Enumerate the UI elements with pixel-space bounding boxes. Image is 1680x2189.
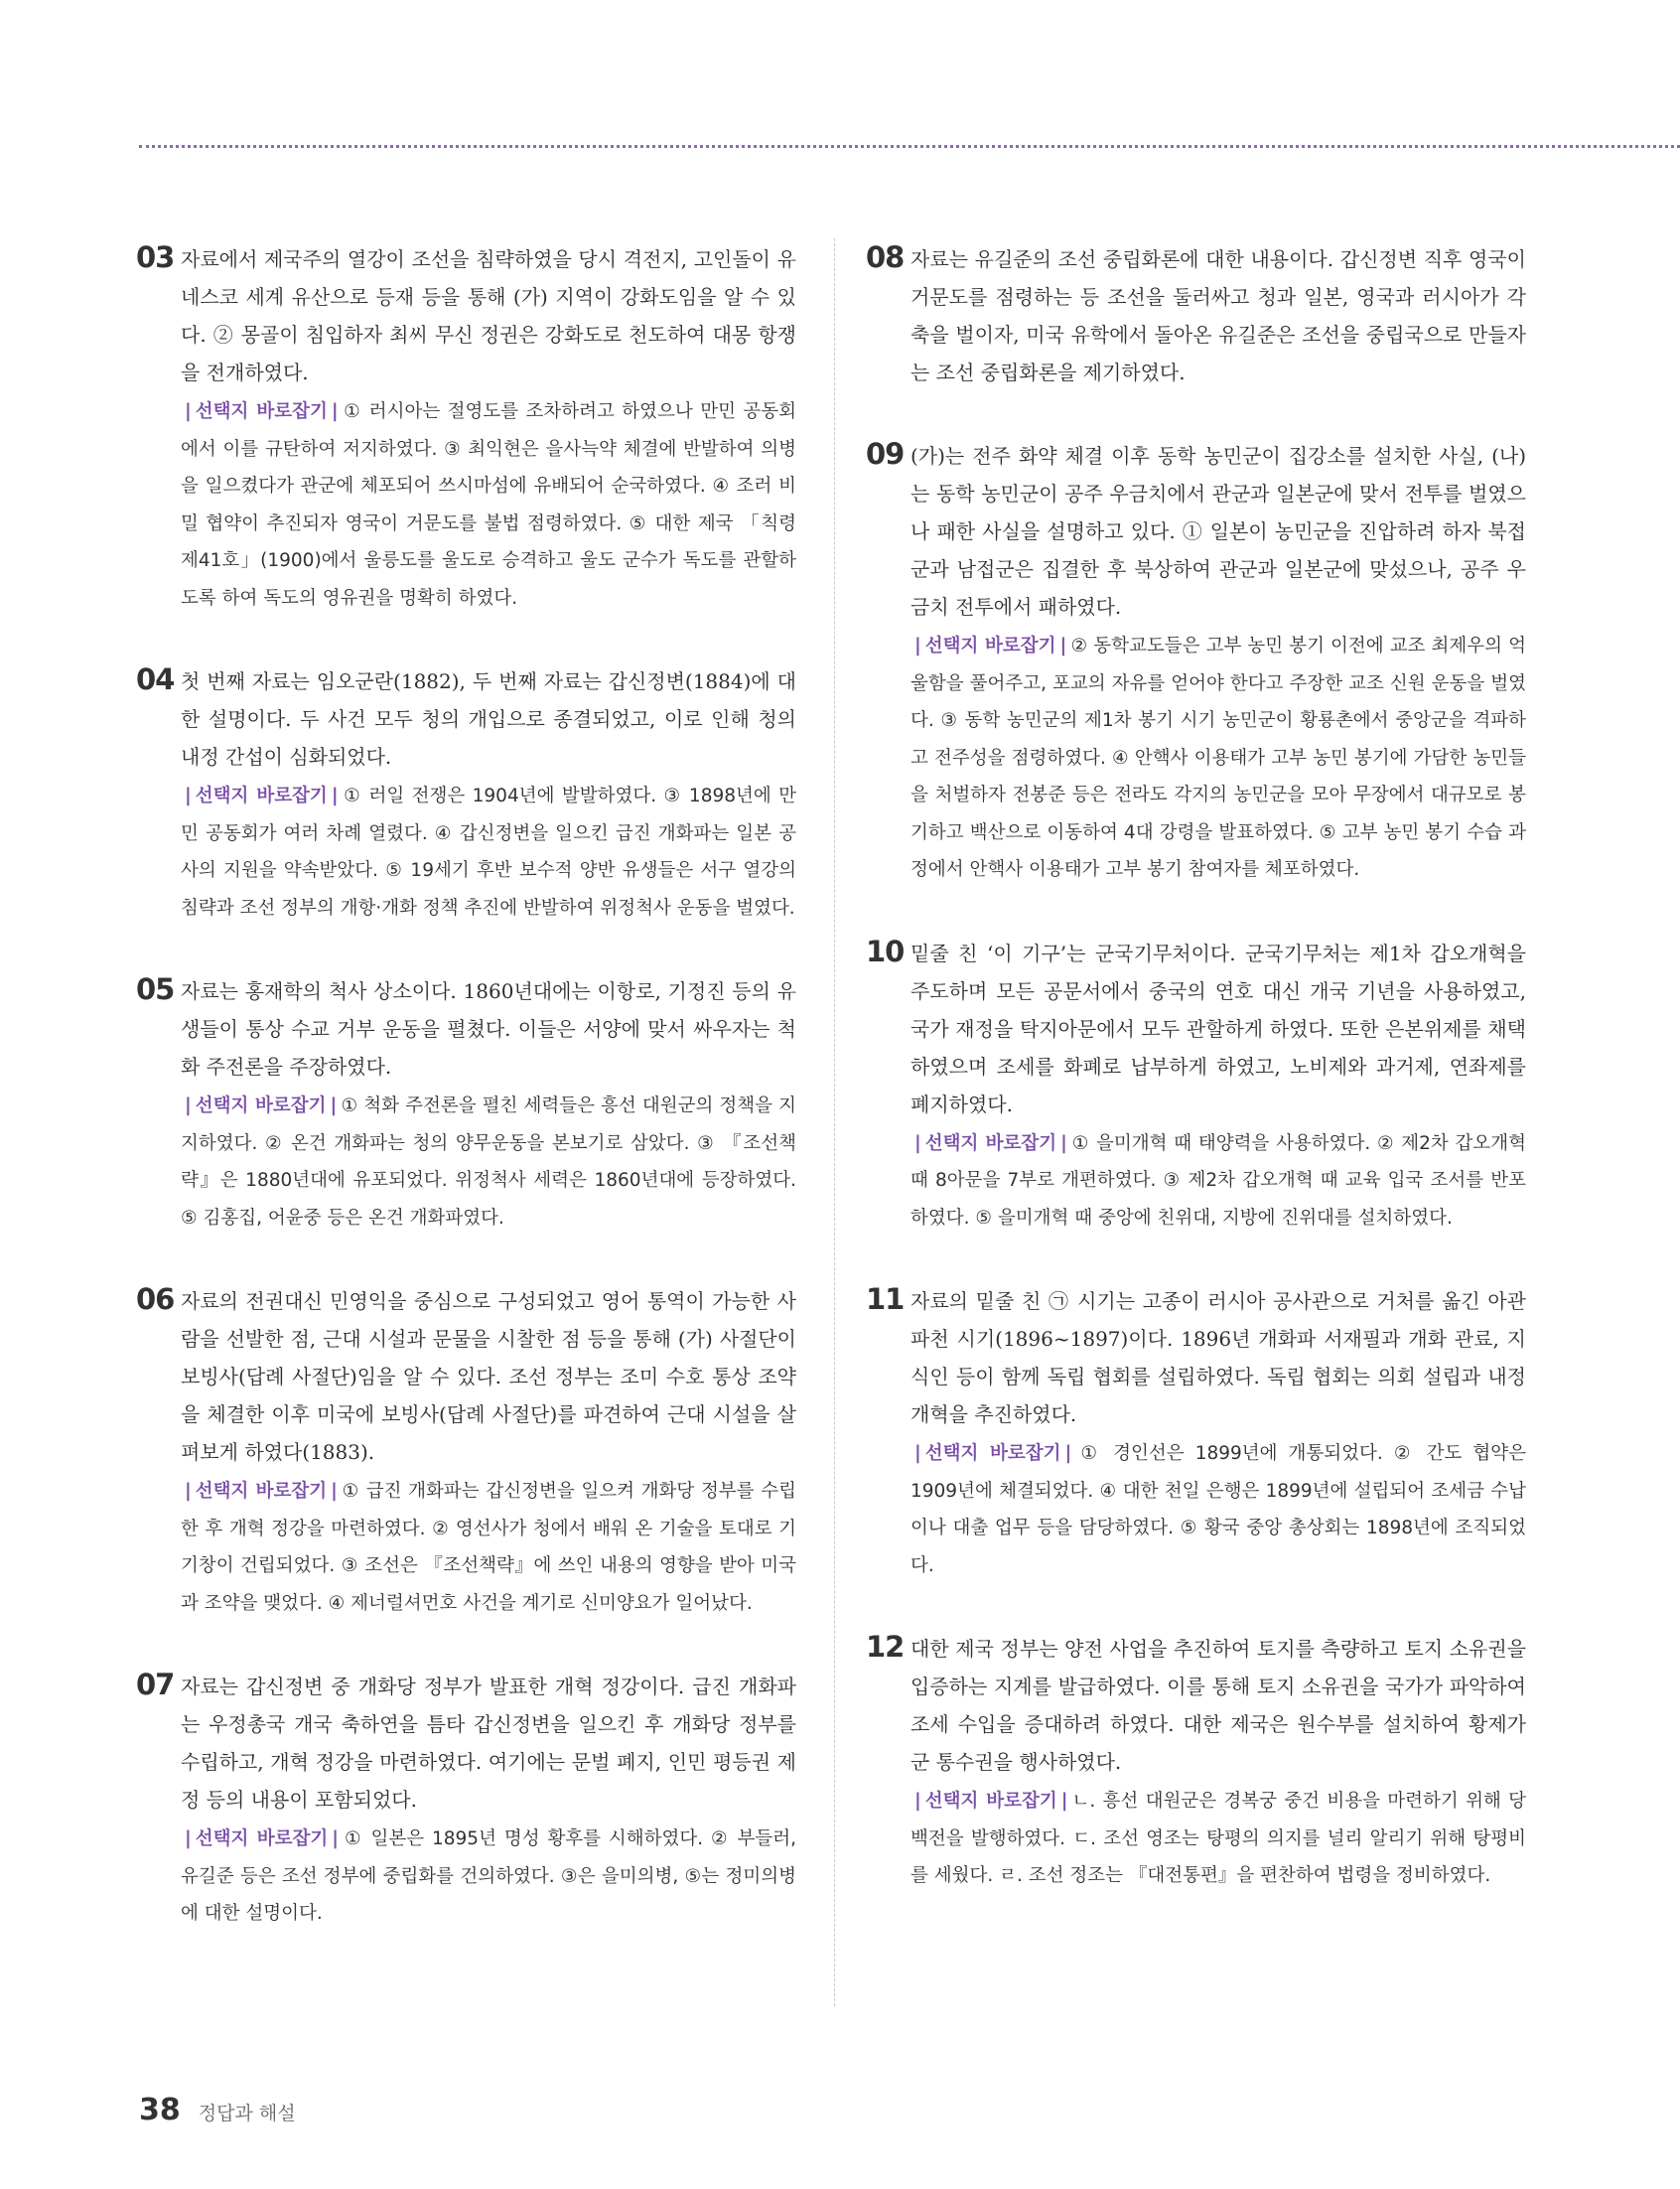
explanation-text: 밑줄 친 ‘이 기구’는 군국기무처이다. 군국기무처는 제1차 갑오개혁을 주도하며 모든 공문서에서 중국의 연호 대신 개국 기년을 사용하였고, 국가 재정을 탁지아문에서 모두 관할하게 하였다. 또한 은본위제를 채택하였으며 조세를 화폐로 납부하게 하였고, 노비제와 과거제, 연좌제를 폐지하였다.	[910, 941, 1526, 1116]
item-number: 11	[866, 1282, 905, 1316]
correction-text: ② 동학교도들은 고부 농민 봉기 이전에 교조 최제우의 억울함을 풀어주고, 포교의 자유를 얻어야 한다고 주장한 교조 신원 운동을 벌였다. ③ 동학 농민군의 제1차 봉기 시기 농민군이 황룡촌에서 중앙군을 격파하고 전주성을 점령하였다. ④ 안핵사 이용태가 고부 농민 봉기에 가담한 농민들을 처벌하자 전봉준 등은 전라도 각지의 농민군을 모아 무장에서 대규모로 봉기하고 백산으로 이동하여 4대 강령을 발표하였다. ⑤ 고부 농민 봉기 수습 과정에서 안핵사 이용태가 고부 봉기 참여자를 체포하였다.	[910, 636, 1526, 880]
top-dotted-rule	[139, 145, 1680, 148]
explanation-text: 자료의 밑줄 친 ㉠ 시기는 고종이 러시아 공사관으로 거처를 옮긴 아관 파천 시기(1896~1897)이다. 1896년 개화파 서재필과 개화 관료, 지식인 등이 함께 독립 협회를 설립하였다. 독립 협회는 의회 설립과 내정 개혁을 추진하였다.	[910, 1289, 1526, 1426]
correction-label: 선택지 바로잡기	[195, 1095, 327, 1116]
correction-text: ① 을미개혁 때 태양력을 사용하였다. ② 제2차 갑오개혁 때 8아문을 7부로 개편하였다. ③ 제2차 갑오개혁 때 교육 입국 조서를 반포하였다. ⑤ 을미개혁 때 중앙에 친위대, 지방에 진위대를 설치하였다.	[910, 1132, 1526, 1229]
correction-label: 선택지 바로잡기	[195, 401, 328, 422]
column-divider	[834, 238, 835, 2006]
correction-label: 선택지 바로잡기	[195, 1828, 329, 1849]
explanation-text: 자료는 갑신정변 중 개화당 정부가 발표한 개혁 정강이다. 급진 개화파는 우정총국 개국 축하연을 틈타 갑신정변을 일으킨 후 개화당 정부를 수립하고, 개혁 정강을 마련하였다. 여기에는 문벌 폐지, 인민 평등권 제정 등의 내용이 포함되었다.	[181, 1675, 796, 1812]
item-number: 10	[866, 934, 905, 968]
choice-correction: | 선택지 바로잡기 | ① 을미개혁 때 태양력을 사용하였다. ② 제2차 갑오개혁 때 8아문을 7부로 개편하였다. ③ 제2차 갑오개혁 때 교육 입국 조서를 반포하였다. ⑤ 을미개혁 때 중앙에 친위대, 지방에 진위대를 설치하였다.	[910, 1132, 1526, 1229]
correction-label: 선택지 바로잡기	[924, 1132, 1057, 1154]
choice-correction: | 선택지 바로잡기 | ① 러일 전쟁은 1904년에 발발하였다. ③ 1898년에 만민 공동회가 여러 차례 열렸다. ④ 갑신정변을 일으킨 급진 개화파는 일본 공사의 지원을 약속받았다. ⑤ 19세기 후반 보수적 양반 유생들은 서구 열강의 침략과 조선 정부의 개항·개화 정책 추진에 반발하여 위정척사 운동을 벌였다.	[181, 786, 796, 919]
answer-item-12	[866, 1630, 1526, 1895]
footer-title: 정답과 해설	[198, 2103, 296, 2124]
answer-item-04	[136, 662, 796, 927]
correction-text: ① 척화 주전론을 펼친 세력들은 흥선 대원군의 정책을 지지하였다. ② 온건 개화파는 청의 양무운동을 본보기로 삼았다. ③ 『조선책략』은 1880년대에 유포되었다. 위정척사 세력은 1860년대에 등장하였다. ⑤ 김홍집, 어윤중 등은 온건 개화파였다.	[181, 1095, 796, 1229]
item-number: 05	[136, 972, 175, 1006]
item-number: 07	[136, 1668, 175, 1701]
correction-label: 선택지 바로잡기	[195, 786, 328, 806]
correction-text: ㄴ. 흥선 대원군은 경복궁 중건 비용을 마련하기 위해 당백전을 발행하였다. ㄷ. 조선 영조는 탕평의 의지를 널리 알리기 위해 탕평비를 세웠다. ㄹ. 조선 정조는 『대전통편』을 편찬하여 법령을 정비하였다.	[910, 1791, 1526, 1886]
item-number: 08	[866, 240, 905, 274]
answer-item-09	[866, 437, 1526, 889]
choice-correction: | 선택지 바로잡기 | ① 러시아는 절영도를 조차하려고 하였으나 만민 공동회에서 이를 규탄하여 저지하였다. ③ 최익현은 을사늑약 체결에 반발하여 의병을 일으켰다가 관군에 체포되어 쓰시마섬에 유배되어 순국하였다. ④ 조러 비밀 협약이 추진되자 영국이 거문도를 불법 점령하였다. ⑤ 대한 제국 「칙령 제41호」(1900)에서 울릉도를 울도로 승격하고 울도 군수가 독도를 관할하도록 하여 독도의 영유권을 명확히 하였다.	[181, 401, 796, 609]
explanation-text: 자료에서 제국주의 열강이 조선을 침략하였을 당시 격전지, 고인돌이 유네스코 세계 유산으로 등재 등을 통해 (가) 지역이 강화도임을 알 수 있다. ② 몽골이 침입하자 최씨 무신 정권은 강화도로 천도하여 대몽 항쟁을 전개하였다.	[181, 247, 796, 384]
page-footer	[139, 2093, 296, 2127]
correction-text: ① 급진 개화파는 갑신정변을 일으켜 개화당 정부를 수립한 후 개혁 정강을 마련하였다. ② 영선사가 청에서 배워 온 기술을 토대로 기기창이 건립되었다. ③ 조선은 『조선책략』에 쓰인 내용의 영향을 받아 미국과 조약을 맺었다. ④ 제너럴셔먼호 사건을 계기로 신미양요가 일어났다.	[181, 1481, 796, 1614]
choice-correction: | 선택지 바로잡기 | ② 동학교도들은 고부 농민 봉기 이전에 교조 최제우의 억울함을 풀어주고, 포교의 자유를 얻어야 한다고 주장한 교조 신원 운동을 벌였다. ③ 동학 농민군의 제1차 봉기 시기 농민군이 황룡촌에서 중앙군을 격파하고 전주성을 점령하였다. ④ 안핵사 이용태가 고부 농민 봉기에 가담한 농민들을 처벌하자 전봉준 등은 전라도 각지의 농민군을 모아 무장에서 대규모로 봉기하고 백산으로 이동하여 4대 강령을 발표하였다. ⑤ 고부 농민 봉기 수습 과정에서 안핵사 이용태가 고부 봉기 참여자를 체포하였다.	[910, 636, 1526, 880]
right-column	[866, 240, 1526, 1941]
choice-correction: | 선택지 바로잡기 | ① 일본은 1895년 명성 황후를 시해하였다. ② 부들러, 유길준 등은 조선 정부에 중립화를 건의하였다. ③은 을미의병, ⑤는 정미의병에 대한 설명이다.	[181, 1828, 796, 1924]
correction-label: 선택지 바로잡기	[924, 1791, 1057, 1812]
answer-item-11	[866, 1282, 1526, 1584]
answer-item-07	[136, 1668, 796, 1933]
choice-correction: | 선택지 바로잡기 | ① 급진 개화파는 갑신정변을 일으켜 개화당 정부를 수립한 후 개혁 정강을 마련하였다. ② 영선사가 청에서 배워 온 기술을 토대로 기기창이 건립되었다. ③ 조선은 『조선책략』에 쓰인 내용의 영향을 받아 미국과 조약을 맺었다. ④ 제너럴셔먼호 사건을 계기로 신미양요가 일어났다.	[181, 1481, 796, 1614]
correction-text: ① 러시아는 절영도를 조차하려고 하였으나 만민 공동회에서 이를 규탄하여 저지하였다. ③ 최익현은 을사늑약 체결에 반발하여 의병을 일으켰다가 관군에 체포되어 쓰시마섬에 유배되어 순국하였다. ④ 조러 비밀 협약이 추진되자 영국이 거문도를 불법 점령하였다. ⑤ 대한 제국 「칙령 제41호」(1900)에서 울릉도를 울도로 승격하고 울도 군수가 독도를 관할하도록 하여 독도의 영유권을 명확히 하였다.	[181, 401, 796, 609]
correction-label: 선택지 바로잡기	[924, 636, 1056, 657]
answer-item-06	[136, 1282, 796, 1622]
explanation-text: 대한 제국 정부는 양전 사업을 추진하여 토지를 측량하고 토지 소유권을 입증하는 지계를 발급하였다. 이를 통해 토지 소유권을 국가가 파악하여 조세 수입을 증대하려 하였다. 대한 제국은 원수부를 설치하여 황제가 군 통수권을 행사하였다.	[910, 1637, 1526, 1774]
correction-text: ① 러일 전쟁은 1904년에 발발하였다. ③ 1898년에 만민 공동회가 여러 차례 열렸다. ④ 갑신정변을 일으킨 급진 개화파는 일본 공사의 지원을 약속받았다. ⑤ 19세기 후반 보수적 양반 유생들은 서구 열강의 침략과 조선 정부의 개항·개화 정책 추진에 반발하여 위정척사 운동을 벌였다.	[181, 786, 796, 919]
item-number: 06	[136, 1282, 175, 1316]
answer-item-03	[136, 240, 796, 617]
answer-item-05	[136, 972, 796, 1237]
choice-correction: | 선택지 바로잡기 | ㄴ. 흥선 대원군은 경복궁 중건 비용을 마련하기 위해 당백전을 발행하였다. ㄷ. 조선 영조는 탕평의 의지를 널리 알리기 위해 탕평비를 세웠다. ㄹ. 조선 정조는 『대전통편』을 편찬하여 법령을 정비하였다.	[910, 1791, 1526, 1886]
correction-text: ① 일본은 1895년 명성 황후를 시해하였다. ② 부들러, 유길준 등은 조선 정부에 중립화를 건의하였다. ③은 을미의병, ⑤는 정미의병에 대한 설명이다.	[181, 1828, 796, 1924]
correction-text: ① 경인선은 1899년에 개통되었다. ② 간도 협약은 1909년에 체결되었다. ④ 대한 천일 은행은 1899년에 설립되어 조세금 수납이나 대출 업무 등을 담당하였다. ⑤ 황국 중앙 총상회는 1898년에 조직되었다.	[910, 1443, 1526, 1576]
explanation-text: 자료의 전권대신 민영익을 중심으로 구성되었고 영어 통역이 가능한 사람을 선발한 점, 근대 시설과 문물을 시찰한 점 등을 통해 (가) 사절단이 보빙사(답례 사절단)임을 알 수 있다. 조선 정부는 조미 수호 통상 조약을 체결한 이후 미국에 보빙사(답례 사절단)를 파견하여 근대 시설을 살펴보게 하였다(1883).	[181, 1289, 796, 1464]
answer-item-10	[866, 934, 1526, 1238]
answer-item-08	[866, 240, 1526, 391]
explanation-text: 자료는 홍재학의 척사 상소이다. 1860년대에는 이항로, 기정진 등의 유생들이 통상 수교 거부 운동을 펼쳤다. 이들은 서양에 맞서 싸우자는 척화 주전론을 주장하였다.	[181, 979, 796, 1079]
correction-label: 선택지 바로잡기	[924, 1443, 1061, 1464]
explanation-text: (가)는 전주 화약 체결 이후 동학 농민군이 집강소를 설치한 사실, (나)는 동학 농민군이 공주 우금치에서 관군과 일본군에 맞서 전투를 벌였으나 패한 사실을 설명하고 있다. ① 일본이 농민군을 진압하려 하자 북접군과 남접군은 집결한 후 북상하여 관군과 일본군에 맞섰으나, 공주 우금치 전투에서 패하였다.	[910, 444, 1526, 619]
choice-correction: | 선택지 바로잡기 | ① 경인선은 1899년에 개통되었다. ② 간도 협약은 1909년에 체결되었다. ④ 대한 천일 은행은 1899년에 설립되어 조세금 수납이나 대출 업무 등을 담당하였다. ⑤ 황국 중앙 총상회는 1898년에 조직되었다.	[910, 1443, 1526, 1576]
item-number: 03	[136, 240, 175, 274]
correction-label: 선택지 바로잡기	[195, 1481, 328, 1502]
item-number: 09	[866, 437, 905, 471]
item-number: 12	[866, 1630, 905, 1664]
left-column	[136, 240, 796, 1978]
page-number: 38	[139, 2093, 181, 2127]
choice-correction: | 선택지 바로잡기 | ① 척화 주전론을 펼친 세력들은 흥선 대원군의 정책을 지지하였다. ② 온건 개화파는 청의 양무운동을 본보기로 삼았다. ③ 『조선책략』은 1880년대에 유포되었다. 위정척사 세력은 1860년대에 등장하였다. ⑤ 김홍집, 어윤중 등은 온건 개화파였다.	[181, 1095, 796, 1229]
explanation-text: 첫 번째 자료는 임오군란(1882), 두 번째 자료는 갑신정변(1884)에 대한 설명이다. 두 사건 모두 청의 개입으로 종결되었고, 이로 인해 청의 내정 간섭이 심화되었다.	[181, 669, 796, 769]
item-number: 04	[136, 662, 175, 696]
explanation-text: 자료는 유길준의 조선 중립화론에 대한 내용이다. 갑신정변 직후 영국이 거문도를 점령하는 등 조선을 둘러싸고 청과 일본, 영국과 러시아가 각축을 벌이자, 미국 유학에서 돌아온 유길준은 조선을 중립국으로 만들자는 조선 중립화론을 제기하였다.	[910, 247, 1526, 384]
